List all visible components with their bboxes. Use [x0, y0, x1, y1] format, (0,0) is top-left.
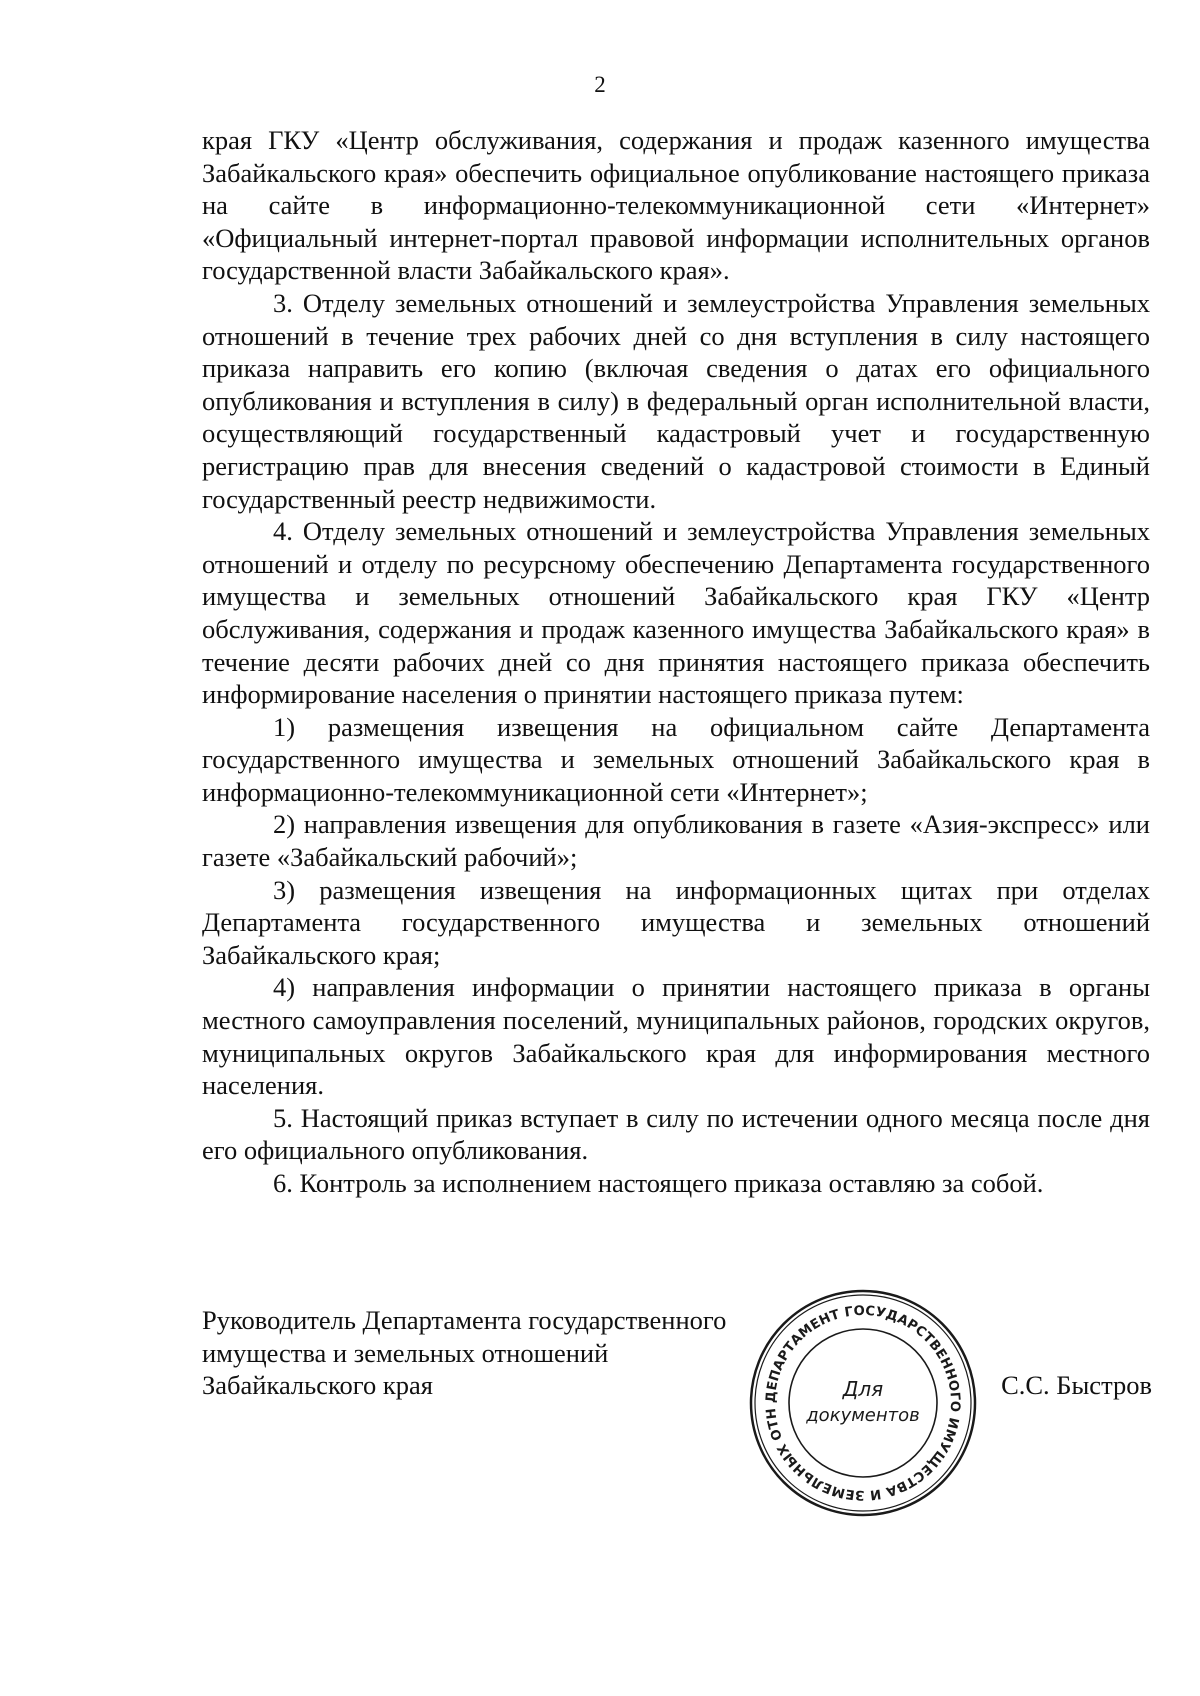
paragraph-item-5: 5. Настоящий приказ вступает в силу по истечении одного месяца после дня его официального опубликования. [202, 1102, 1150, 1166]
subitem-4-4: 4) направления информации о принятии настоящего приказа в органы местного самоуправления поселений, муниципальных районов, городских округов, муниципальных округов Забайкальского края для информирования местного населения. [202, 972, 1150, 1101]
paragraph-item-4: 4. Отделу земельных отношений и землеустройства Управления земельных отношений и отделу по ресурсному обеспечению Департамента государственного имущества и земельных отношений Забайкальского края ГКУ «Центр обслуживания, содержания и продаж казенного имущества Забайкальского края» в течение десяти рабочих дней со дня принятия настоящего приказа обеспечить информирование населения о принятии настоящего приказа путем: [202, 516, 1150, 710]
signer-name: С.С. Быстров [1001, 1370, 1152, 1400]
stamp-ring-text: ДЕПАРТАМЕНТ ГОСУДАРСТВЕННОГО ИМУЩЕСТВА И ЗЕМЕЛЬНЫХ ОТН [763, 1303, 963, 1503]
subitem-4-1: 1) размещения извещения на официальном сайте Департамента государственного имущества и земельных отношений Забайкальского края в информационно-телекоммуникационной сети «Интернет»; [202, 711, 1150, 807]
paragraph-item-3: 3. Отделу земельных отношений и землеустройства Управления земельных отношений в течение трех рабочих дней со дня вступления в силу настоящего приказа направить его копию (включая сведения о датах его официального опубликования и вступления в силу) в федеральный орган исполнительной власти, осуществляющий государственный кадастровый учет и государственную регистрацию прав для внесения сведений о кадастровой стоимости в Единый государственный реестр недвижимости. [202, 287, 1150, 514]
stamp-seal-graphic [743, 1283, 983, 1523]
official-stamp [743, 1283, 983, 1523]
subitem-4-3: 3) размещения извещения на информационных щитах при отделах Департамента государственного имущества и земельных отношений Забайкальского края; [202, 874, 1150, 970]
signer-position-line-2: имущества и земельных отношений [202, 1337, 609, 1368]
paragraph-item-6: 6. Контроль за исполнением настоящего приказа оставляю за собой. [273, 1168, 1044, 1198]
stamp-center-line-2: документов [806, 1405, 920, 1426]
page-number: 2 [594, 72, 606, 97]
signer-position [202, 1304, 802, 1402]
subitem-4-2: 2) направления извещения для опубликования в газете «Азия-экспресс» или газете «Забайкальский рабочий»; [202, 809, 1150, 873]
paragraph-1: края ГКУ «Центр обслуживания, содержания и продаж казенного имущества Забайкальского края» обеспечить официальное опубликование настоящего приказа на сайте в информационно-телекоммуникационной сети «Интернет» «Официальный интернет-портал правовой информации исполнительных органов государственной власти Забайкальского края». [202, 125, 1150, 286]
stamp-center-line-1: Для [842, 1377, 884, 1401]
signer-position-line-3: Забайкальского края [202, 1370, 433, 1401]
document-body [202, 124, 1150, 1200]
signer-position-line-1: Руководитель Департамента государственного [202, 1305, 727, 1335]
